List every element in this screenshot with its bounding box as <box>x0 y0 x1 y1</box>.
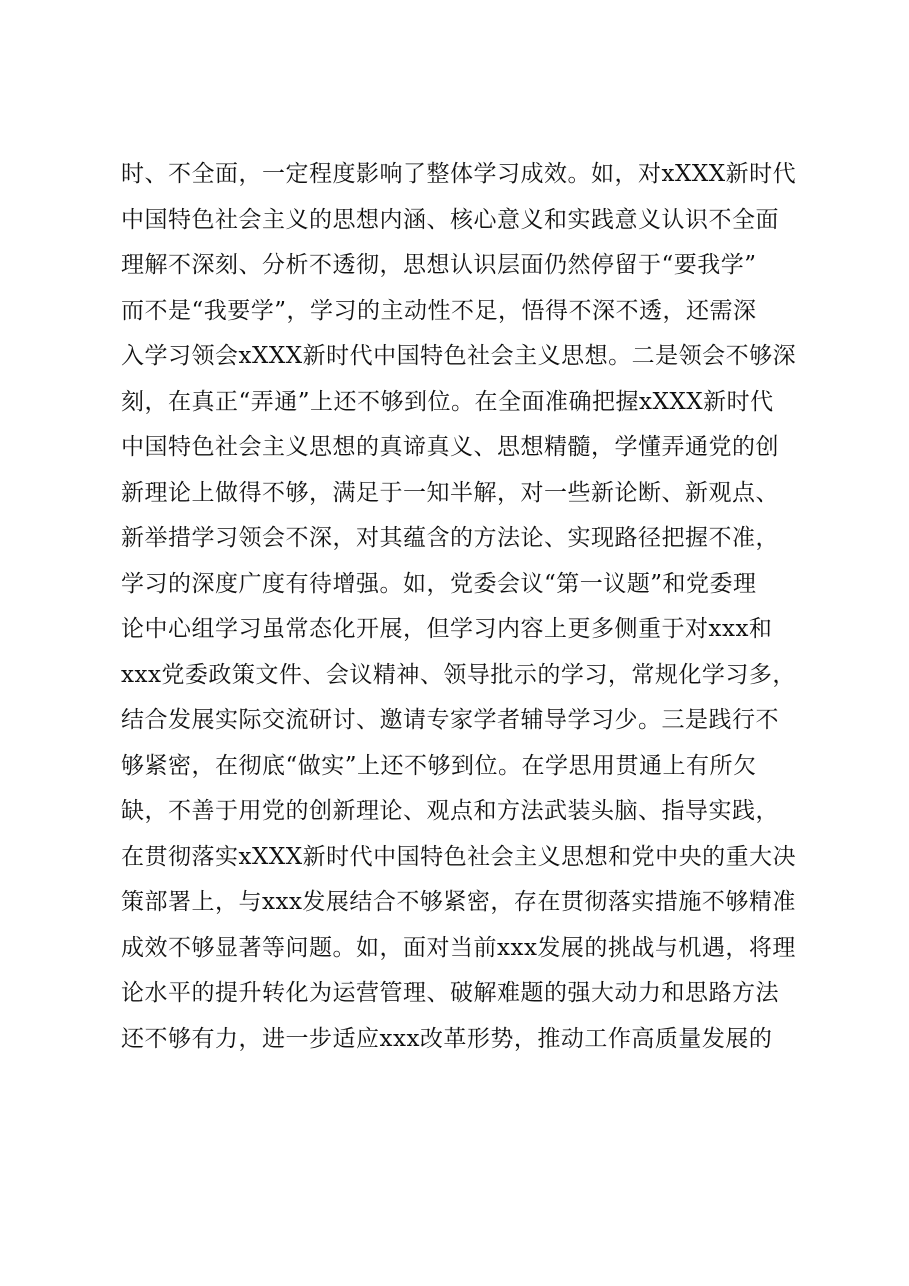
text-line: 策部署上，与xxx发展结合不够紧密，存在贯彻落实措施不够精准 <box>121 889 796 915</box>
text-line: 论中心组学习虽常态化开展，但学习内容上更多侧重于对xxx和 <box>121 616 773 642</box>
text-line: 缺，不善于用党的创新理论、观点和方法武装头脑、指导实践， <box>121 798 779 824</box>
text-line: 结合发展实际交流研讨、邀请专家学者辅导学习少。三是践行不 <box>121 707 779 733</box>
text-line: xxx党委政策文件、会议精神、领导批示的学习，常规化学习多， <box>121 661 796 688</box>
text-line: 新举措学习领会不深，对其蕴含的方法论、实现路径把握不准， <box>121 525 779 551</box>
text-line: 够紧密，在彻底“做实”上还不够到位。在学思用贯通上有所欠 <box>121 752 757 779</box>
text-line: 还不够有力，进一步适应xxx改革形势，推动工作高质量发展的 <box>121 1025 773 1052</box>
text-line: 理解不深刻、分析不透彻，思想认识层面仍然停留于“要我学” <box>121 252 757 278</box>
text-line: 中国特色社会主义思想的真谛真义、思想精髓，学懂弄通党的创 <box>121 434 779 460</box>
text-line: 新理论上做得不够，满足于一知半解，对一些新论断、新观点、 <box>121 479 779 506</box>
text-line: 刻，在真正“弄通”上还不够到位。在全面准确把握xXXX新时代 <box>121 388 774 415</box>
text-line: 在贯彻落实xXXX新时代中国特色社会主义思想和党中央的重大决 <box>121 843 797 870</box>
text-line: 论水平的提升转化为运营管理、破解难题的强大动力和思路方法 <box>121 980 779 1006</box>
text-line: 中国特色社会主义的思想内涵、核心意义和实践意义认识不全面 <box>121 206 779 233</box>
text-line: 而不是“我要学”，学习的主动性不足，悟得不深不透，还需深 <box>121 297 757 324</box>
text-line: 入学习领会xXXX新时代中国特色社会主义思想。二是领会不够深 <box>121 343 797 369</box>
text-line: 时、不全面，一定程度影响了整体学习成效。如，对xXXX新时代 <box>121 161 797 187</box>
text-line: 学习的深度广度有待增强。如，党委会议“第一议题”和党委理 <box>121 570 757 597</box>
text-line: 成效不够显著等问题。如，面对当前xxx发展的挑战与机遇，将理 <box>121 934 796 961</box>
